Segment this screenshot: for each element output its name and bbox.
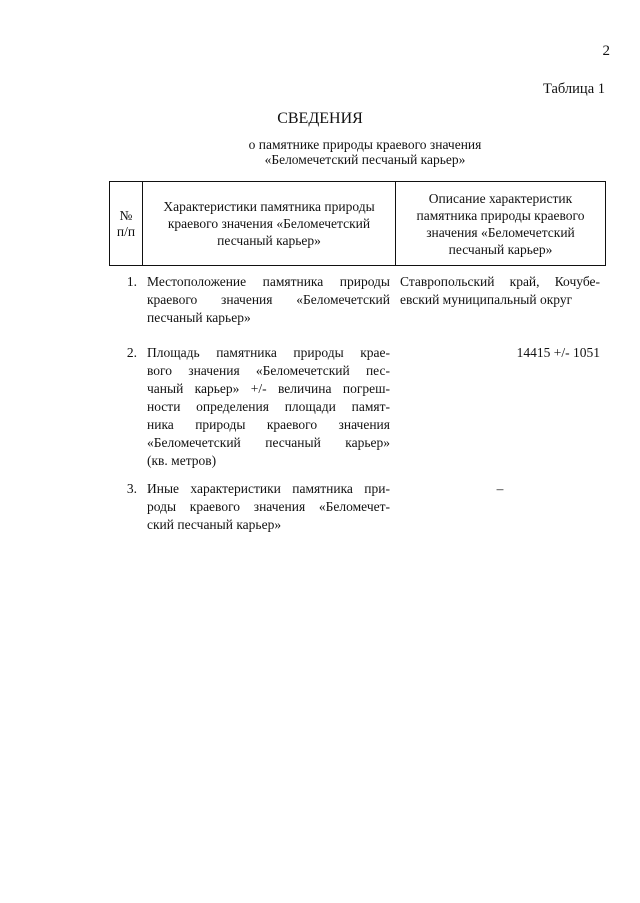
characteristic-line: вого значения «Беломечетский пес- <box>147 363 390 378</box>
header-number-line: п/п <box>116 223 136 239</box>
description-value: 14415 +/- 1051 <box>516 345 600 360</box>
characteristic-line: «Беломечетский песчаный карьер» <box>147 435 390 450</box>
row-number: 3. <box>126 481 137 496</box>
row-characteristic <box>147 344 390 470</box>
header-characteristic-line: песчаный карьер» <box>217 233 321 248</box>
subtitle-line: «Беломечетский песчаный карьер» <box>264 152 466 167</box>
document-subtitle <box>220 137 510 167</box>
header-description-cell <box>396 182 605 265</box>
row-characteristic <box>147 480 390 534</box>
document-title: СВЕДЕНИЯ <box>277 110 363 127</box>
characteristic-line: песчаный карьер» <box>147 310 251 325</box>
description-line: евский муниципальный округ <box>400 292 573 307</box>
characteristic-line: роды краевого значения «Беломечет- <box>147 499 390 514</box>
row-description <box>400 273 600 309</box>
characteristic-line: Местоположение памятника природы <box>147 274 390 289</box>
header-description-line: песчаный карьер» <box>448 241 553 257</box>
header-description-line: значения «Беломечетский <box>426 224 575 240</box>
header-characteristic-line: Характеристики памятника природы <box>163 199 375 214</box>
characteristic-line: Иные характеристики памятника при- <box>147 481 390 496</box>
row-description <box>400 344 600 362</box>
header-number-line: № <box>119 207 133 223</box>
characteristic-line: Площадь памятника природы крае- <box>147 345 390 360</box>
characteristic-line: ский песчаный карьер» <box>147 517 282 532</box>
characteristic-line: краевого значения «Беломечетский <box>147 292 390 307</box>
table-caption: Таблица 1 <box>542 81 605 97</box>
header-characteristic-cell <box>143 182 396 265</box>
header-number-cell <box>110 182 143 265</box>
characteristic-line: (кв. метров) <box>147 453 217 468</box>
row-characteristic <box>147 273 390 327</box>
page-number: 2 <box>602 43 610 59</box>
characteristic-line: чаный карьер» +/- величина погреш- <box>147 381 390 396</box>
header-description-line: памятника природы краевого <box>416 207 585 223</box>
characteristic-line: ника природы краевого значения <box>147 417 390 432</box>
row-number: 1. <box>126 274 137 289</box>
description-value: – <box>496 481 504 496</box>
header-characteristic-line: краевого значения «Беломечетский <box>167 216 371 231</box>
description-line: Ставропольский край, Кочубе- <box>400 274 600 289</box>
subtitle-line: о памятнике природы краевого значения <box>248 137 482 152</box>
row-description <box>400 480 600 498</box>
row-number: 2. <box>126 345 137 360</box>
header-description-line: Описание характеристик <box>428 190 573 206</box>
table-header <box>109 181 606 266</box>
characteristic-line: ности определения площади памят- <box>147 399 390 414</box>
